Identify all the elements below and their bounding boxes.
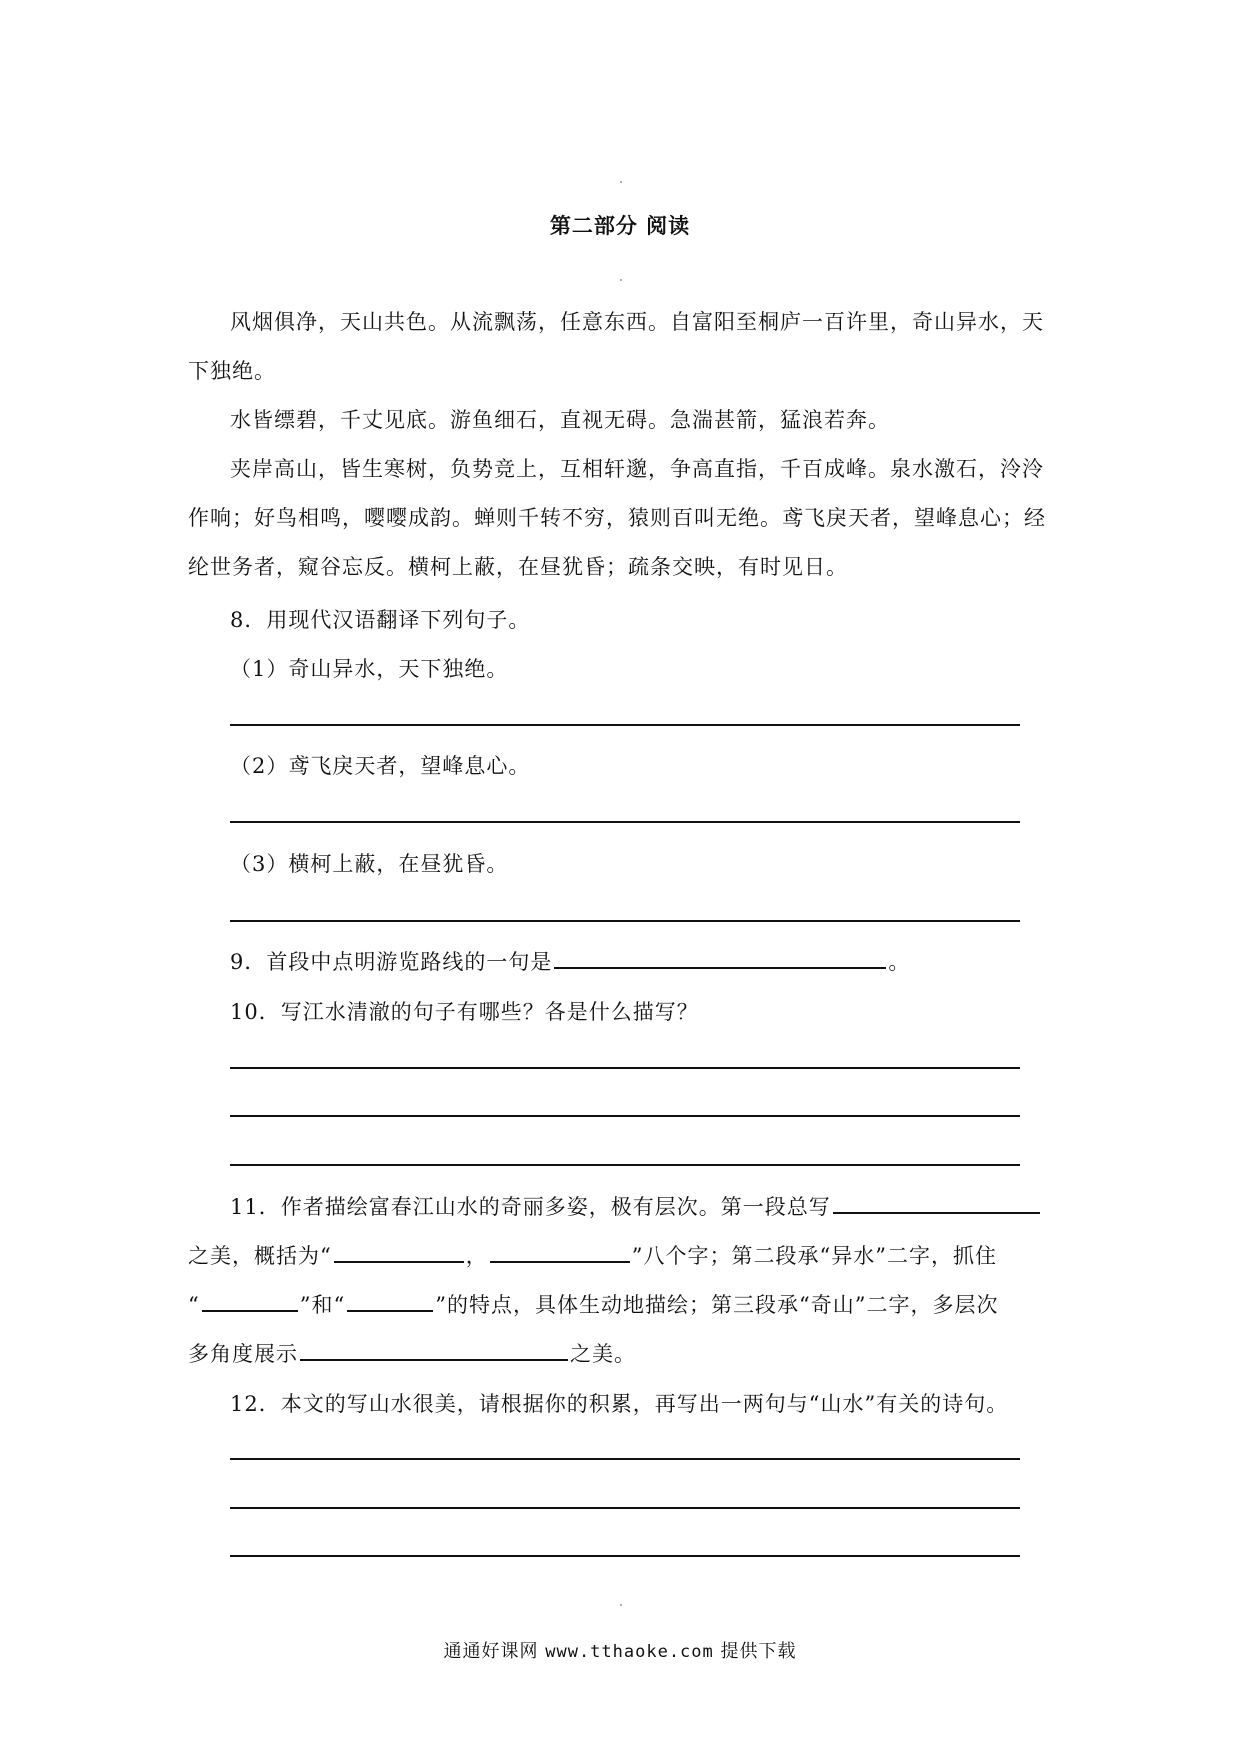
question-11-line-4 [188,1338,636,1368]
page-mark-dot [620,279,622,281]
answer-line[interactable] [230,1507,1020,1509]
question-9-suffix: 。 [888,950,911,974]
answer-blank[interactable] [347,1292,433,1312]
answer-blank[interactable] [202,1292,298,1312]
question-11-text: 11．作者描绘富春江山水的奇丽多姿，极有层次。第一段总写 [230,1195,831,1219]
footer-suffix: 提供下载 [720,1641,797,1662]
answer-line[interactable] [230,724,1020,726]
question-8-prompt: 8．用现代汉语翻译下列句子。 [230,608,531,632]
page-mark-dot [620,1604,622,1606]
section-title: 第二部分 阅读 [549,214,691,238]
question-11-text: 之美，概括为“ [188,1244,332,1268]
question-11-text: ”和“ [299,1293,346,1317]
answer-blank[interactable] [833,1194,1040,1214]
answer-line[interactable] [230,1164,1020,1166]
page-footer [0,1637,1240,1663]
answer-line[interactable] [230,1458,1020,1460]
passage-paragraph-3: 夹岸高山，皆生寒树，负势竞上，互相轩邈，争高直指，千百成峰。泉水激石，泠泠作响；好鸟相鸣，嘤嘤成韵。蝉则千转不穷，猿则百叫无绝。鸢飞戾天者，望峰息心；经纶世务者，窥谷忘反。横柯上蔽，在昼犹昏；疏条交映，有时见日。 [188,457,1046,579]
answer-blank[interactable] [334,1243,464,1263]
question-11-line-3 [188,1289,998,1319]
answer-line[interactable] [230,920,1020,922]
question-11-text: ”八个字；第二段承“异水”二字，抓住 [631,1244,997,1268]
passage-paragraph-1: 风烟俱净，天山共色。从流飘荡，任意东西。自富阳至桐庐一百许里，奇山异水，天下独绝。 [188,310,1044,383]
question-8-item-3: （3）横柯上蔽，在昼犹昏。 [230,852,509,876]
footer-site-name: 通通好课网 [443,1641,539,1662]
answer-line[interactable] [230,1555,1020,1557]
answer-blank[interactable] [554,949,886,969]
question-8-item-1: （1）奇山异水，天下独绝。 [230,657,509,681]
answer-line[interactable] [230,1115,1020,1117]
question-11-line-1 [230,1191,1042,1221]
question-9-prefix: 9．首段中点明游览路线的一句是 [230,950,553,974]
question-11-text: 多角度展示 [188,1342,298,1366]
answer-blank[interactable] [300,1341,568,1361]
answer-blank[interactable] [490,1243,630,1263]
question-12-prompt: 12．本文的写山水很美，请根据你的积累，再写出一两句与“山水”有关的诗句。 [230,1392,1009,1416]
question-8-item-2: （2）鸢飞戾天者，望峰息心。 [230,754,531,778]
page-mark-dot [620,181,622,183]
question-11-text: ， [465,1244,488,1268]
question-11-line-2 [188,1240,997,1270]
passage-paragraph-2: 水皆缥碧，千丈见底。游鱼细石，直视无碍。急湍甚箭，猛浪若奔。 [230,408,890,432]
question-11-text: ”的特点，具体生动地描绘；第三段承“奇山”二字，多层次 [435,1293,999,1317]
question-11-text: 之美。 [570,1342,636,1366]
question-11-text: “ [188,1293,200,1317]
footer-url[interactable]: www.tthaoke.com [545,1642,714,1662]
question-10-prompt: 10．写江水清澈的句子有哪些？各是什么描写？ [230,1000,699,1024]
question-9 [230,946,910,976]
answer-line[interactable] [230,1067,1020,1069]
answer-line[interactable] [230,821,1020,823]
